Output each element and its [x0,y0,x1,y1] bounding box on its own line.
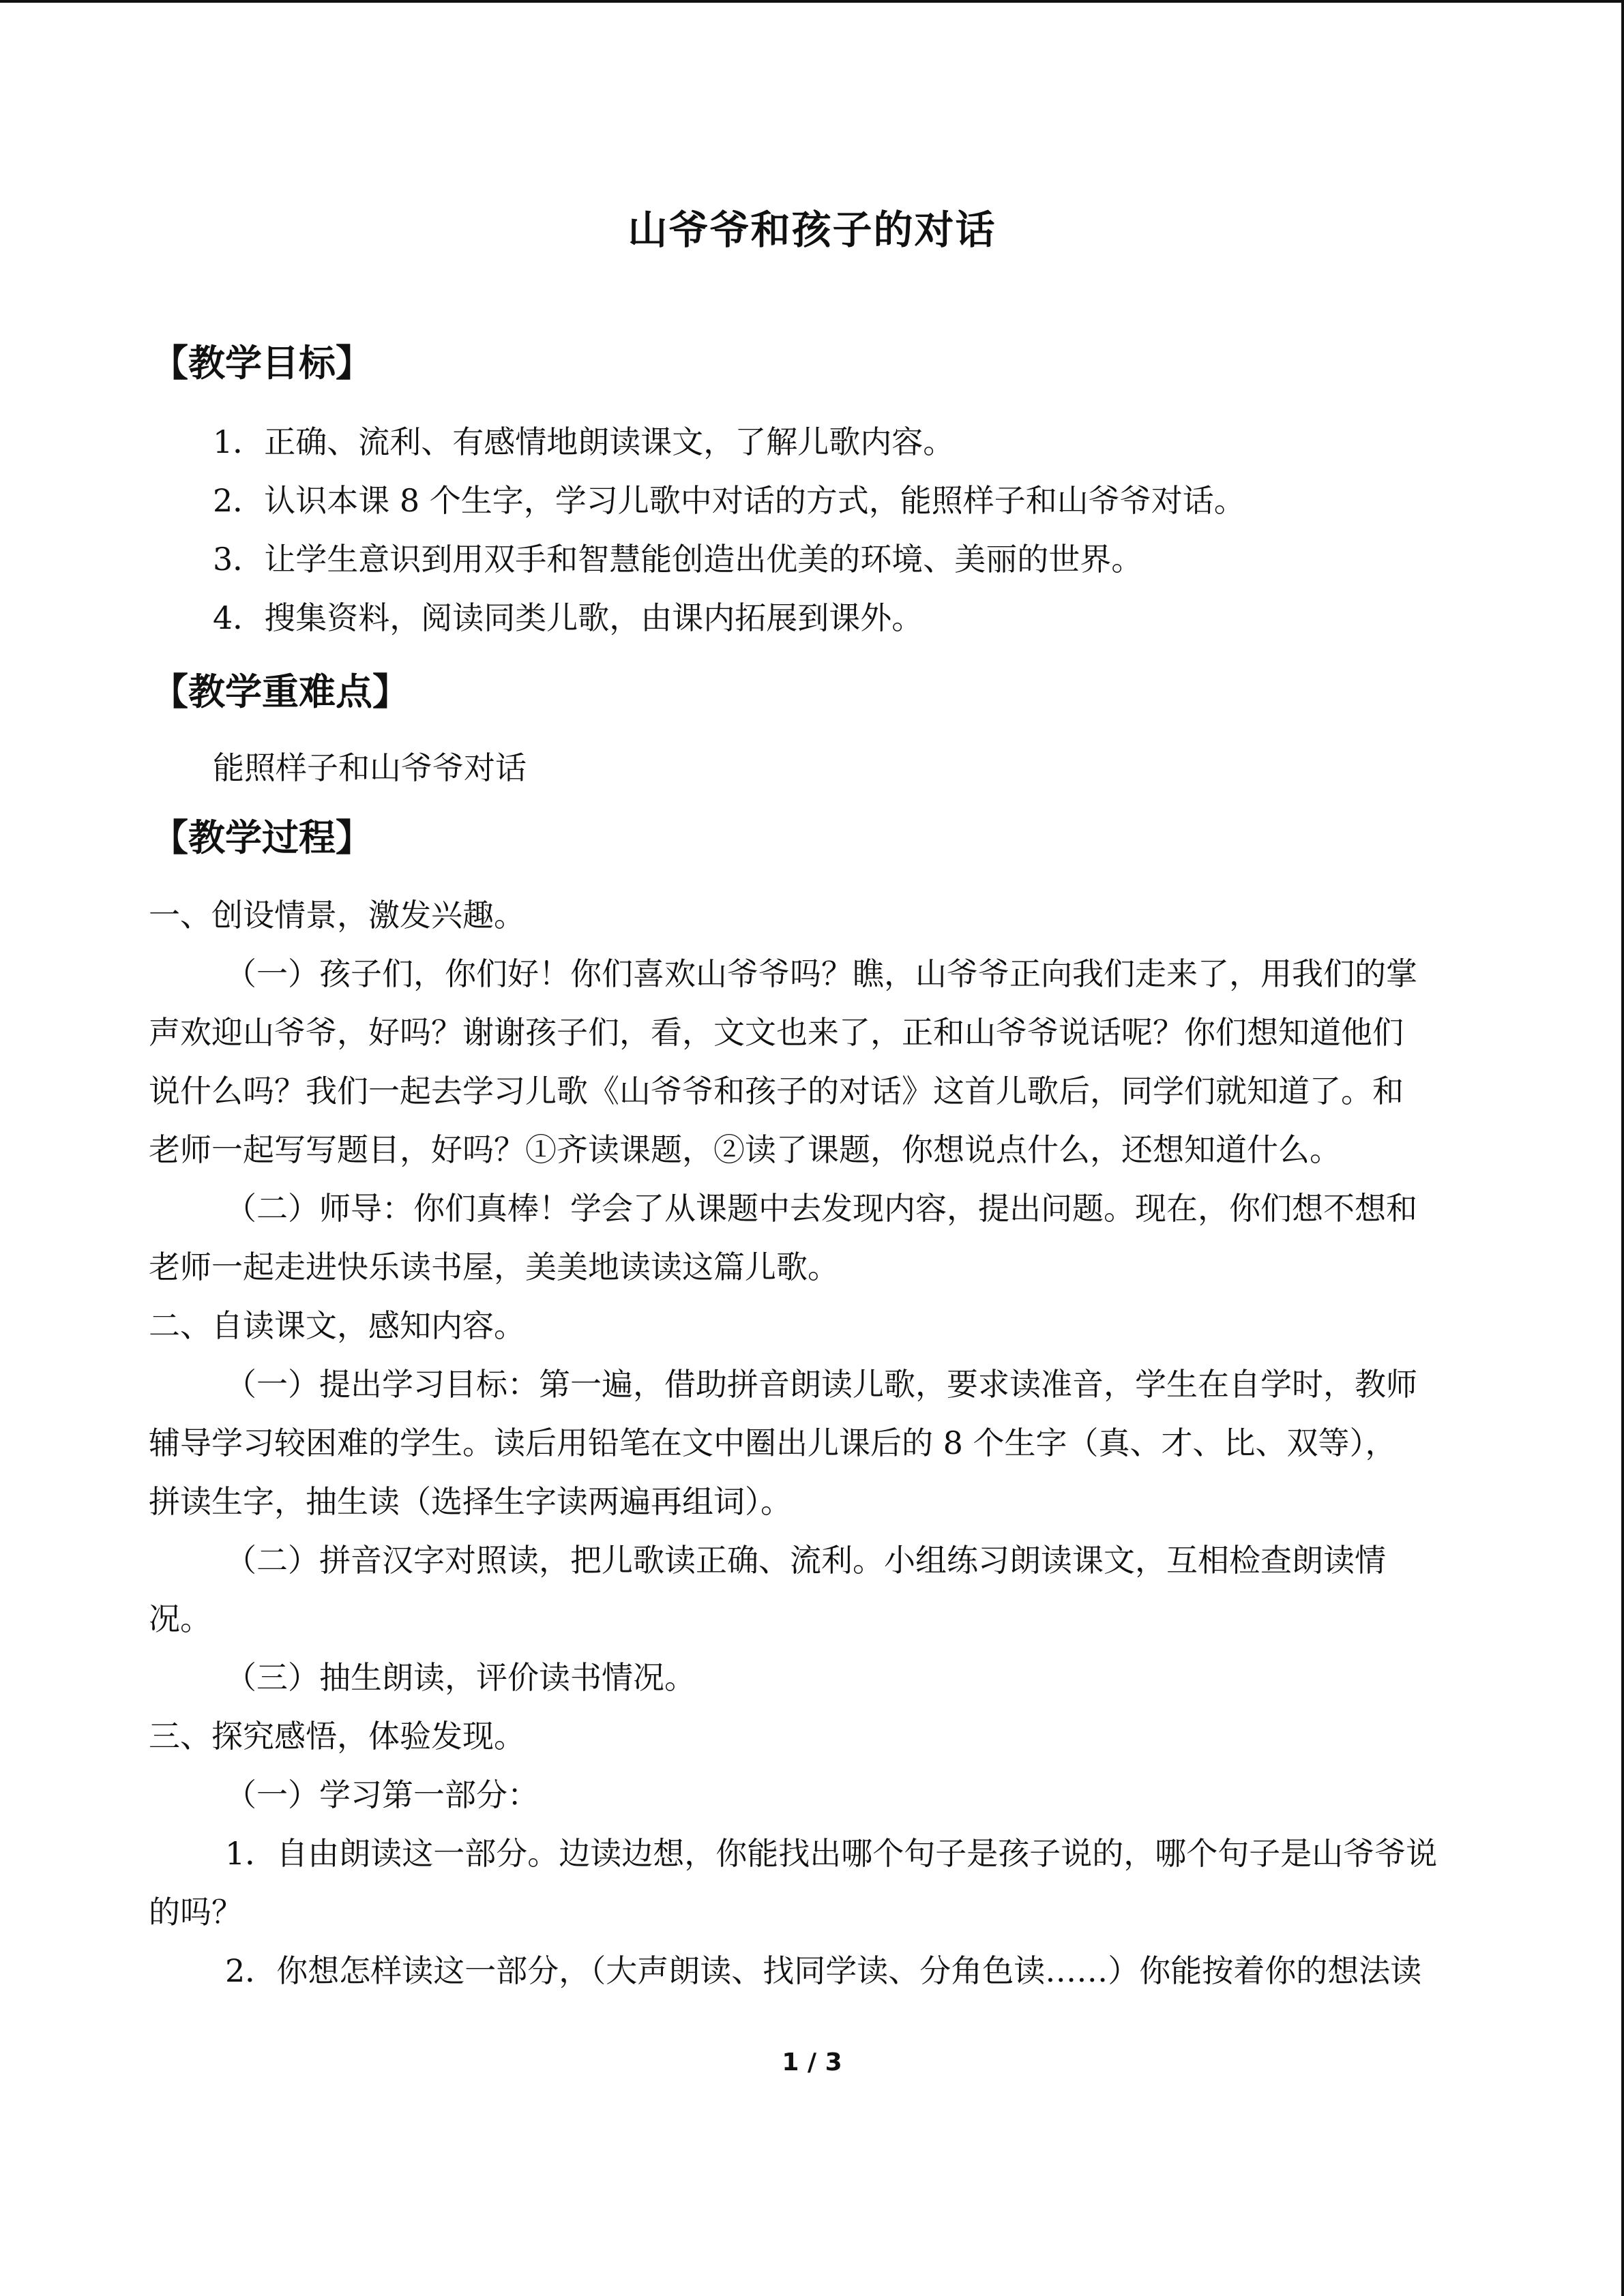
page-border-right [1621,0,1624,2296]
goal-item-1: 1．正确、流利、有感情地朗读课文，了解儿歌内容。 [213,423,955,460]
process-line: 三、探究感悟，体验发现。 [149,1718,525,1755]
page-border-top [0,0,1624,3]
process-line: （一）提出学习目标：第一遍，借助拼音朗读儿歌，要求读准音，学生在自学时，教师 [225,1366,1417,1403]
process-line: 说什么吗？我们一起去学习儿歌《山爷爷和孩子的对话》这首儿歌后，同学们就知道了。和 [149,1073,1404,1109]
process-line: （一）学习第一部分： [225,1776,539,1813]
goal-item-4: 4．搜集资料，阅读同类儿歌，由课内拓展到课外。 [213,599,924,636]
page-number: 1 / 3 [782,2048,842,2076]
process-line: 1．自由朗读这一部分。边读边想，你能找出哪个句子是孩子说的，哪个句子是山爷爷说 [225,1835,1438,1872]
process-line: 2．你想怎样读这一部分，（大声朗读、找同学读、分角色读……）你能按着你的想法读 [225,1952,1422,1989]
process-line: 况。 [149,1600,211,1637]
goal-item-2: 2．认识本课 8 个生字，学习儿歌中对话的方式，能照样子和山爷爷对话。 [213,482,1245,519]
process-line: 声欢迎山爷爷，好吗？谢谢孩子们，看，文文也来了，正和山爷爷说话呢？你们想知道他们 [149,1014,1404,1051]
process-line: 的吗？ [149,1894,243,1930]
heading-teaching-goals: 【教学目标】 [151,342,372,385]
key-points-text: 能照样子和山爷爷对话 [213,749,527,786]
process-line: 老师一起走进快乐读书屋，美美地读读这篇儿歌。 [149,1249,839,1285]
process-line: 一、创设情景，激发兴趣。 [149,897,525,934]
process-line: 二、自读课文，感知内容。 [149,1307,525,1344]
document-title: 山爷爷和孩子的对话 [628,207,996,253]
goal-item-3: 3．让学生意识到用双手和智慧能创造出优美的环境、美丽的世界。 [213,541,1143,578]
process-line: （二）拼音汉字对照读，把儿歌读正确、流利。小组练习朗读课文，互相检查朗读情 [225,1542,1386,1579]
process-line: （三）抽生朗读，评价读书情况。 [225,1659,696,1696]
process-line: 辅导学习较困难的学生。读后用铅笔在文中圈出儿课后的 8 个生字（真、才、比、双等）， [149,1425,1397,1461]
heading-key-points: 【教学重难点】 [151,670,409,713]
process-line: 拼读生字，抽生读（选择生字读两遍再组词）。 [149,1483,792,1520]
process-line: 老师一起写写题目，好吗？①齐读课题，②读了课题，你想说点什么，还想知道什么。 [149,1131,1341,1168]
process-line: （二）师导：你们真棒！学会了从课题中去发现内容，提出问题。现在，你们想不想和 [225,1190,1417,1227]
process-line: （一）孩子们，你们好！你们喜欢山爷爷吗？瞧，山爷爷正向我们走来了，用我们的掌 [225,955,1417,992]
heading-teaching-process: 【教学过程】 [151,816,372,859]
